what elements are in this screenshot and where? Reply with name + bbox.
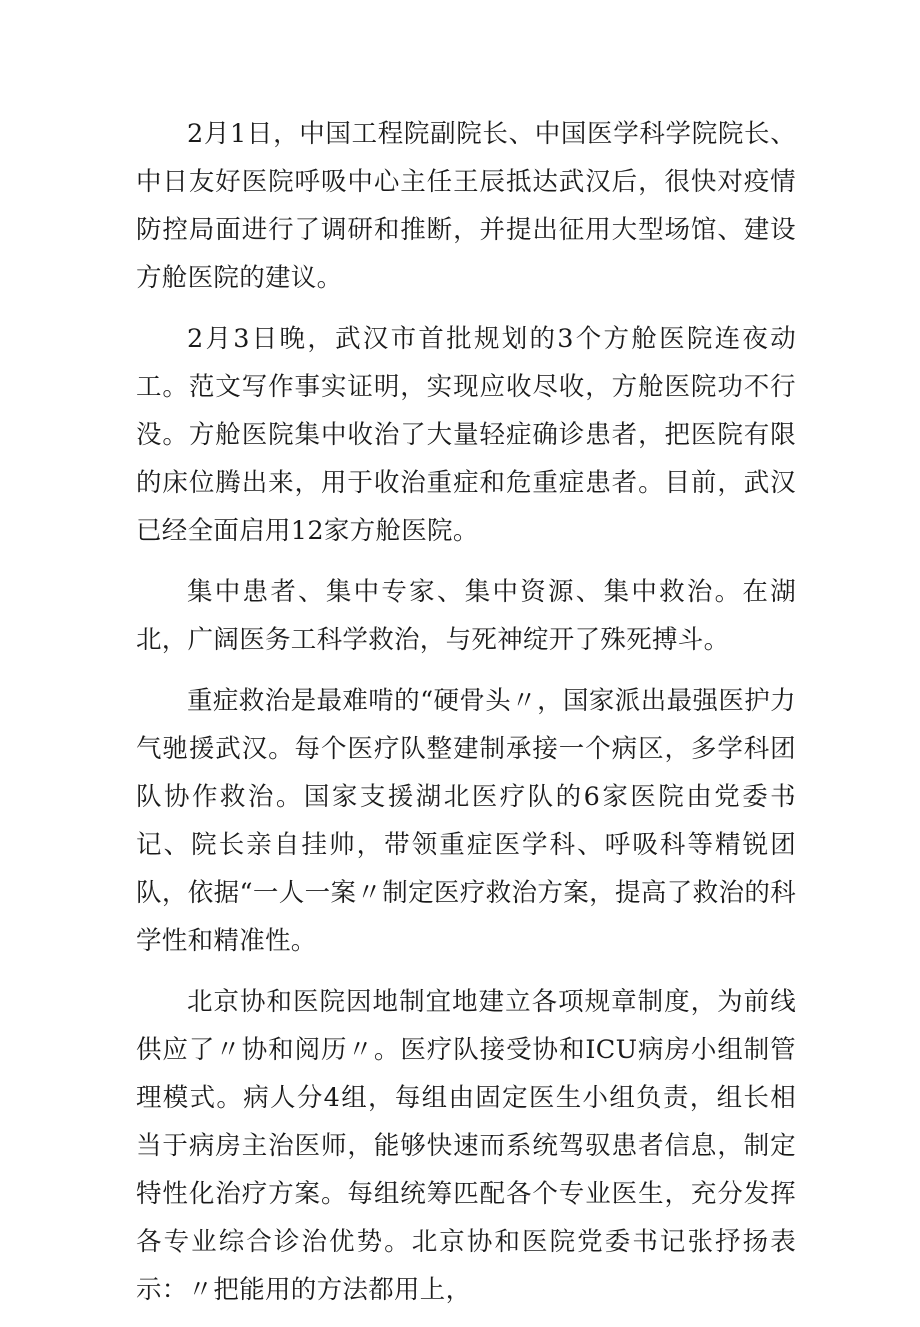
paragraph-1: 2月1日，中国工程院副院长、中国医学科学院院长、中日友好医院呼吸中心主任王辰抵达武汉后，很快对疫情防控局面进行了调研和推断，并提出征用大型场馆、建设方舱医院的建议。 [136, 119, 796, 293]
document-body [136, 110, 796, 1327]
paragraph-5: 北京协和医院因地制宜地建立各项规章制度，为前线供应了〃协和阅历〃。医疗队接受协和ICU病房小组制管理模式。病人分4组，每组由固定医生小组负责，组长相当于病房主治医师，能够快速而系统驾驭患者信息，制定特性化治疗方案。每组统筹匹配各个专业医生，充分发挥各专业综合诊治优势。北京协和医院党委书记张抒扬表示：〃把能用的方法都用上， [136, 987, 796, 1305]
paragraph-2: 2月3日晚，武汉市首批规划的3个方舱医院连夜动工。范文写作事实证明，实现应收尽收，方舱医院功不行没。方舱医院集中收治了大量轻症确诊患者，把医院有限的床位腾出来，用于收治重症和危重症患者。目前，武汉已经全面启用12家方舱医院。 [136, 324, 796, 546]
paragraph-4: 重症救治是最难啃的“硬骨头〃，国家派出最强医护力气驰援武汉。每个医疗队整建制承接一个病区，多学科团队协作救治。国家支援湖北医疗队的6家医院由党委书记、院长亲自挂帅，带领重症医学科、呼吸科等精锐团队，依据“一人一案〃制定医疗救治方案，提高了救治的科学性和精准性。 [136, 686, 796, 956]
paragraph-3: 集中患者、集中专家、集中资源、集中救治。在湖北，广阔医务工科学救治，与死神绽开了殊死搏斗。 [136, 577, 796, 655]
